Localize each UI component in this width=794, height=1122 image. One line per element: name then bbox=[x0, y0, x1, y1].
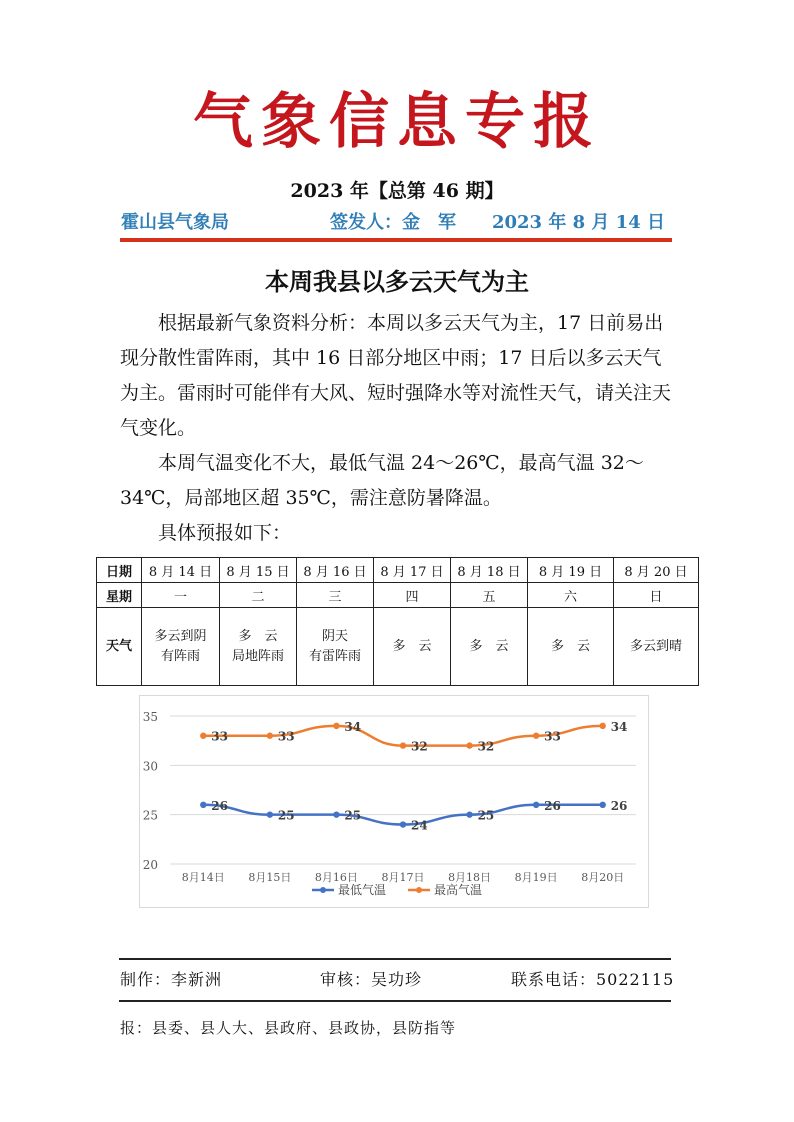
author: 制作：李新洲 bbox=[120, 970, 223, 989]
date-cell: 8 月 16 日 bbox=[297, 558, 374, 583]
issue-number: 2023 年【总第 46 期】 bbox=[290, 180, 504, 202]
temperature-chart bbox=[139, 695, 649, 908]
weather-cell bbox=[614, 608, 699, 686]
legend-label: 最低气温 bbox=[338, 883, 387, 897]
row-header-weather: 天气 bbox=[97, 608, 142, 686]
weather-line: 局地阵雨 bbox=[231, 648, 284, 664]
temperature-chart-svg bbox=[140, 696, 648, 907]
data-point bbox=[466, 742, 472, 748]
reviewer: 审核：吴功珍 bbox=[320, 970, 423, 989]
issuing-org: 霍山县气象局 bbox=[121, 212, 229, 233]
data-label: 26 bbox=[544, 798, 561, 813]
paragraph-analysis: 根据最新气象资料分析：本周以多云天气为主，17 日前易出现分散性雷阵雨，其中 16 日部分地区中雨；17 日后以多云天气为主。雷雨时可能伴有大风、短时强降水等对流性天气，请关注天气变化。 bbox=[120, 312, 672, 439]
weekday-cell: 三 bbox=[297, 583, 374, 608]
date-cell: 8 月 15 日 bbox=[220, 558, 297, 583]
data-label: 32 bbox=[411, 739, 428, 754]
date-cell: 8 月 20 日 bbox=[614, 558, 699, 583]
weather-line: 有阵雨 bbox=[160, 648, 200, 664]
weekday-cell: 五 bbox=[451, 583, 528, 608]
footer-rule-bottom bbox=[119, 1000, 671, 1002]
weather-cell bbox=[220, 608, 297, 686]
info-bar bbox=[121, 208, 669, 232]
x-tick-label: 8月16日 bbox=[314, 871, 358, 884]
legend-label: 最高气温 bbox=[434, 883, 483, 897]
weather-line: 多云到晴 bbox=[629, 638, 682, 654]
forecast-table bbox=[96, 557, 699, 686]
headline: 本周我县以多云天气为主 bbox=[265, 268, 529, 296]
weather-line: 阴天 bbox=[321, 628, 348, 644]
paragraph-intro: 具体预报如下： bbox=[158, 522, 292, 544]
data-point bbox=[200, 733, 206, 739]
date-cell: 8 月 14 日 bbox=[142, 558, 220, 583]
weather-cell bbox=[374, 608, 451, 686]
paragraph-temperature: 本周气温变化不大，最低气温 24～26℃，最高气温 32～34℃，局部地区超 35℃，需注意防暑降温。 bbox=[120, 452, 644, 509]
date-cell: 8 月 17 日 bbox=[374, 558, 451, 583]
weekday-cell: 二 bbox=[220, 583, 297, 608]
x-tick-label: 8月14日 bbox=[181, 871, 225, 884]
weekday-cell: 日 bbox=[614, 583, 699, 608]
y-tick-label: 35 bbox=[142, 710, 158, 724]
table-row-weekdays bbox=[97, 583, 699, 608]
data-label: 33 bbox=[544, 729, 561, 744]
weather-line: 多云到阴 bbox=[154, 628, 207, 644]
legend-marker bbox=[416, 887, 422, 893]
weather-line: 多 云 bbox=[238, 628, 278, 644]
table-row-dates bbox=[97, 558, 699, 583]
data-point bbox=[600, 802, 606, 808]
data-label: 33 bbox=[211, 729, 228, 744]
row-header-weekday: 星期 bbox=[97, 583, 142, 608]
y-tick-label: 20 bbox=[142, 858, 158, 872]
header-rule bbox=[120, 238, 672, 242]
legend-marker bbox=[320, 887, 326, 893]
date-cell: 8 月 19 日 bbox=[528, 558, 614, 583]
row-header-date: 日期 bbox=[97, 558, 142, 583]
data-label: 24 bbox=[411, 818, 428, 833]
data-label: 25 bbox=[477, 808, 495, 823]
data-point bbox=[267, 811, 273, 817]
data-label: 25 bbox=[277, 808, 295, 823]
weather-cell bbox=[142, 608, 220, 686]
weather-line: 多 云 bbox=[392, 638, 432, 654]
table-row-weather bbox=[97, 608, 699, 686]
weather-line: 多 云 bbox=[550, 638, 590, 654]
x-tick-label: 8月18日 bbox=[448, 871, 492, 884]
data-label: 34 bbox=[344, 719, 362, 734]
weather-cell bbox=[451, 608, 528, 686]
date-cell: 8 月 18 日 bbox=[451, 558, 528, 583]
data-label: 33 bbox=[277, 729, 295, 744]
data-point bbox=[333, 723, 339, 729]
masthead-title: 气象信息专报 bbox=[193, 87, 601, 157]
data-label: 34 bbox=[610, 719, 628, 734]
data-label: 26 bbox=[211, 798, 228, 813]
data-point bbox=[400, 821, 406, 827]
weekday-cell: 一 bbox=[142, 583, 220, 608]
weather-line: 有雷阵雨 bbox=[308, 648, 361, 664]
issue-date: 2023 年 8 月 14 日 bbox=[491, 212, 665, 233]
y-tick-label: 30 bbox=[142, 759, 158, 774]
signer: 签发人：金 军 bbox=[330, 212, 456, 233]
data-point bbox=[400, 742, 406, 748]
footer-credits bbox=[120, 967, 676, 989]
data-label: 26 bbox=[610, 798, 628, 813]
data-point bbox=[466, 811, 472, 817]
weather-cell bbox=[297, 608, 374, 686]
weather-line: 多 云 bbox=[469, 638, 509, 654]
weather-cell bbox=[528, 608, 614, 686]
data-label: 25 bbox=[344, 808, 362, 823]
x-tick-label: 8月15日 bbox=[248, 871, 292, 884]
data-point bbox=[200, 802, 206, 808]
x-tick-label: 8月20日 bbox=[581, 871, 625, 884]
data-point bbox=[267, 733, 273, 739]
data-point bbox=[533, 733, 539, 739]
y-tick-label: 25 bbox=[142, 808, 158, 823]
data-point bbox=[533, 802, 539, 808]
x-tick-label: 8月19日 bbox=[514, 871, 558, 884]
contact-phone: 联系电话：5022115 bbox=[511, 970, 675, 989]
weekday-cell: 四 bbox=[374, 583, 451, 608]
x-tick-label: 8月17日 bbox=[381, 871, 425, 884]
recipients: 报：县委、县人大、县政府、县政协，县防指等 bbox=[120, 1019, 457, 1037]
report-body bbox=[120, 306, 676, 551]
data-point bbox=[600, 723, 606, 729]
weekday-cell: 六 bbox=[528, 583, 614, 608]
data-label: 32 bbox=[477, 739, 495, 754]
footer-rule-top bbox=[119, 958, 671, 960]
data-point bbox=[333, 811, 339, 817]
